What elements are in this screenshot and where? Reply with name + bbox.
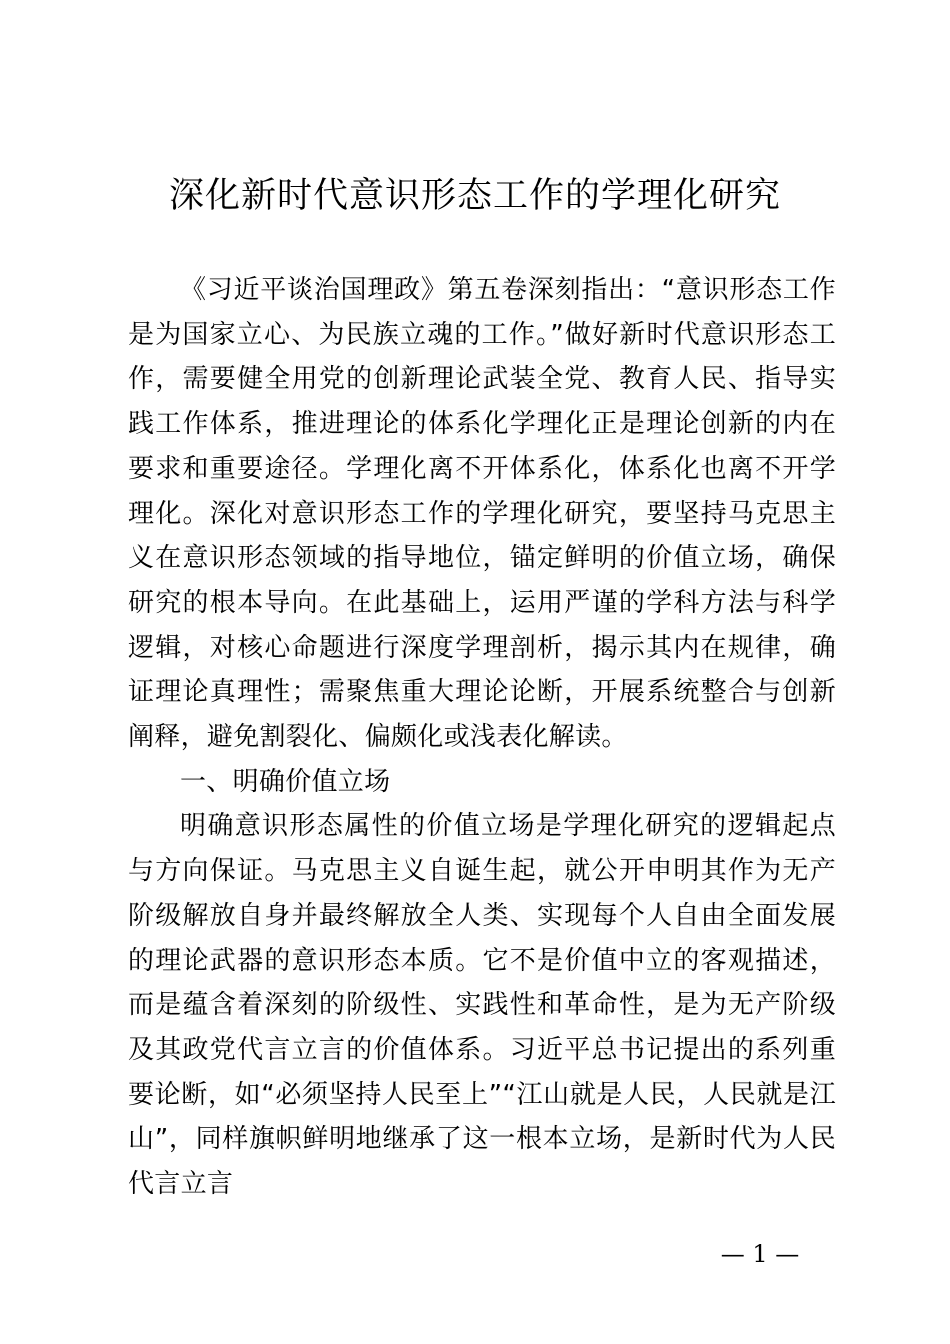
section-paragraph: 明确意识形态属性的价值立场是学理化研究的逻辑起点与方向保证。马克思主义自诞生起，就公开申明其作为无产阶级解放自身并最终解放全人类、实现每个人自由全面发展的理论武器的意识形态本质。它不是价值中立的客观描述，而是蕴含着深刻的阶级性、实践性和革命性，是为无产阶级及其政党代言立言的价值体系。习近平总书记提出的系列重要论断，如“必须坚持人民至上”“江山就是人民，人民就是江山”，同样旗帜鲜明地继承了这一根本立场，是新时代为人民代言立言 — [128, 811, 836, 1200]
page-number: — 1 — — [720, 1240, 800, 1268]
body-paragraph: 《习近平谈治国理政》第五卷深刻指出：“意识形态工作是为国家立心、为民族立魂的工作。”做好新时代意识形态工作，需要健全用党的创新理论武装全党、教育人民、指导实践工作体系，推进理论的体系化学理化正是理论创新的内在要求和重要途径。学理化离不开体系化，体系化也离不开学理化。深化对意识形态工作的学理化研究，要坚持马克思主义在意识形态领域的指导地位，锚定鲜明的价值立场，确保研究的根本导向。在此基础上，运用严谨的学科方法与科学逻辑，对核心命题进行深度学理剖析，揭示其内在规律，确证理论真理性；需聚焦重大理论论断，开展系统整合与创新阐释，避免割裂化、偏颇化或浅表化解读。 — [128, 275, 836, 753]
section-heading: 一、明确价值立场 — [180, 766, 391, 797]
document-body — [128, 268, 836, 1207]
page-title: 深化新时代意识形态工作的学理化研究 — [168, 176, 781, 216]
